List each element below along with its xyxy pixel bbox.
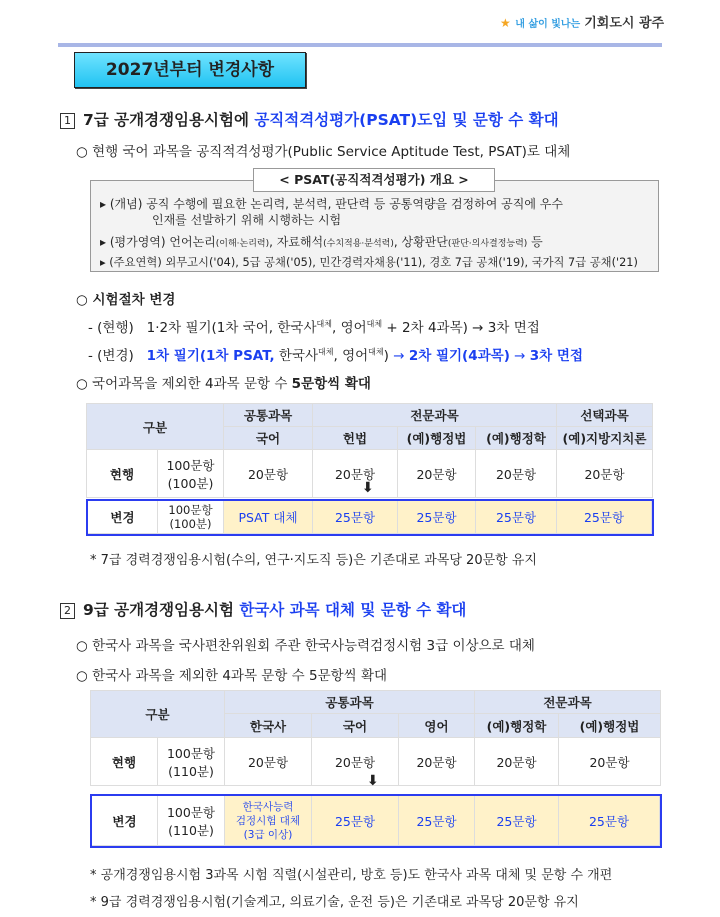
row-label: 현행 — [87, 450, 158, 498]
row-label: 현행 — [91, 738, 158, 786]
total-cell: 100문항 (110분) — [158, 796, 225, 846]
value-cell: 20문항 — [557, 450, 653, 498]
row-label: 변경 — [88, 501, 158, 534]
box-line-areas: ▸ (평가영역) 언어논리(이해·논리력), 자료해석(수치적용·분석력), 상황판단(판단·의사결정능력) 등 — [100, 235, 543, 249]
header-elective: 선택과목 — [557, 404, 653, 427]
city-logo: ★ 내 삶이 빛나는 기회도시 광주 — [500, 16, 665, 31]
value-cell: 25문항 — [313, 501, 398, 534]
value-cell: 20문항 — [476, 450, 557, 498]
row-label: 변경 — [92, 796, 158, 846]
value-cell: 25문항 — [476, 501, 557, 534]
col-header: (예)행정학 — [475, 714, 559, 738]
total-cell: 100문항 (100분) — [158, 450, 224, 498]
col-header: 국어 — [312, 714, 399, 738]
header-major: 전문과목 — [475, 691, 661, 714]
header-divider — [58, 43, 662, 47]
star-icon: ★ — [500, 16, 511, 30]
value-cell: 20문항 — [313, 450, 398, 498]
col-header: 한국사 — [225, 714, 312, 738]
value-cell: 25문항 — [559, 796, 660, 846]
col-header: 헌법 — [313, 427, 398, 450]
value-cell: 20문항 — [475, 738, 559, 786]
section1-bullet1: ○ 현행 국어 과목을 공직적격성평가(Public Service Aptitude Test, PSAT)로 대체 — [76, 144, 571, 160]
section1-bullet3: ○ 국어과목을 제외한 4과목 문항 수 5문항씩 확대 — [76, 376, 371, 392]
value-cell: 20문항 — [312, 738, 399, 786]
value-cell: 한국사능력 검정시험 대체 (3급 이상) — [225, 796, 312, 846]
header-common: 공통과목 — [225, 691, 475, 714]
value-cell: 20문항 — [225, 738, 312, 786]
section1-note: * 7급 경력경쟁임용시험(수의, 연구·지도직 등)은 기존대로 과목당 20문항 유지 — [90, 553, 537, 568]
down-arrow-icon: ⬇ — [362, 480, 374, 496]
value-cell: PSAT 대체 — [224, 501, 313, 534]
section2-table-current — [90, 690, 661, 786]
procedure-changed: - (변경) 1차 필기(1차 PSAT, 한국사$^{대체}$, 영어$^{대체}$) → 2차 필기(4과목) → 3차 면접 — [88, 347, 583, 364]
value-cell: 20문항 — [398, 450, 476, 498]
value-cell: 25문항 — [399, 796, 475, 846]
section2-note2: * 9급 경력경쟁임용시험(기술계고, 의료기술, 운전 등)은 기존대로 과목당 20문항 유지 — [90, 895, 579, 910]
page-title: 2027년부터 변경사항 — [74, 52, 306, 88]
col-header: (예)행정법 — [559, 714, 661, 738]
section1-table-changed — [87, 500, 652, 534]
section2-bullet1: ○ 한국사 과목을 국사편찬위원회 주관 한국사능력검정시험 3급 이상으로 대체 — [76, 638, 535, 654]
total-cell: 100문항 (100분) — [158, 501, 224, 534]
col-header: 국어 — [224, 427, 313, 450]
section2-note1: * 공개경쟁임용시험 3과목 시험 직렬(시설관리, 방호 등)도 한국사 과목 대체 및 문항 수 개편 — [90, 868, 613, 883]
value-cell: 25문항 — [398, 501, 476, 534]
header-gubun: 구분 — [91, 691, 225, 738]
value-cell: 25문항 — [475, 796, 559, 846]
value-cell: 20문항 — [399, 738, 475, 786]
section1-bullet2: ○ 시험절차 변경 — [76, 292, 176, 308]
box-line-concept-cont: 인재를 선발하기 위해 시행하는 시험 — [152, 213, 342, 227]
value-cell: 20문항 — [559, 738, 661, 786]
value-cell: 20문항 — [224, 450, 313, 498]
section2-table-changed — [91, 795, 660, 846]
header-common: 공통과목 — [224, 404, 313, 427]
col-header: (예)행정법 — [398, 427, 476, 450]
section2-bullet2: ○ 한국사 과목을 제외한 4과목 문항 수 5문항씩 확대 — [76, 668, 388, 684]
col-header: (예)행정학 — [476, 427, 557, 450]
header-major: 전문과목 — [313, 404, 557, 427]
table-row-changed — [92, 796, 660, 846]
box-line-history: ▸ (주요연혁) 외무고시('04), 5급 공채('05), 민간경력자채용('11), 경호 7급 공채('19), 국가직 7급 공채('21) — [100, 256, 638, 269]
col-header: 영어 — [399, 714, 475, 738]
total-cell: 100문항 (110분) — [158, 738, 225, 786]
section2-heading: 2 9급 공개경쟁임용시험 한국사 과목 대체 및 문항 수 확대 — [60, 598, 466, 620]
procedure-current: - (현행) 1·2차 필기(1차 국어, 한국사$^{대체}$, 영어$^{대체}$ + 2차 4과목) → 3차 면접 — [88, 319, 540, 336]
value-cell: 25문항 — [312, 796, 399, 846]
psat-overview-label: < PSAT(공직적격성평가) 개요 > — [253, 168, 495, 192]
col-header: (예)지방지치론 — [557, 427, 653, 450]
box-line-concept: ▸ (개념) 공직 수행에 필요한 논리력, 분석력, 판단력 등 공통역량을 검정하여 공직에 우수 — [100, 197, 563, 211]
down-arrow-icon: ⬇ — [367, 773, 379, 789]
table-row-changed — [88, 501, 652, 534]
section1-heading: 1 7급 공개경쟁임용시험에 공직적격성평가(PSAT)도입 및 문항 수 확대 — [60, 108, 559, 130]
value-cell: 25문항 — [557, 501, 652, 534]
header-gubun: 구분 — [87, 404, 224, 450]
